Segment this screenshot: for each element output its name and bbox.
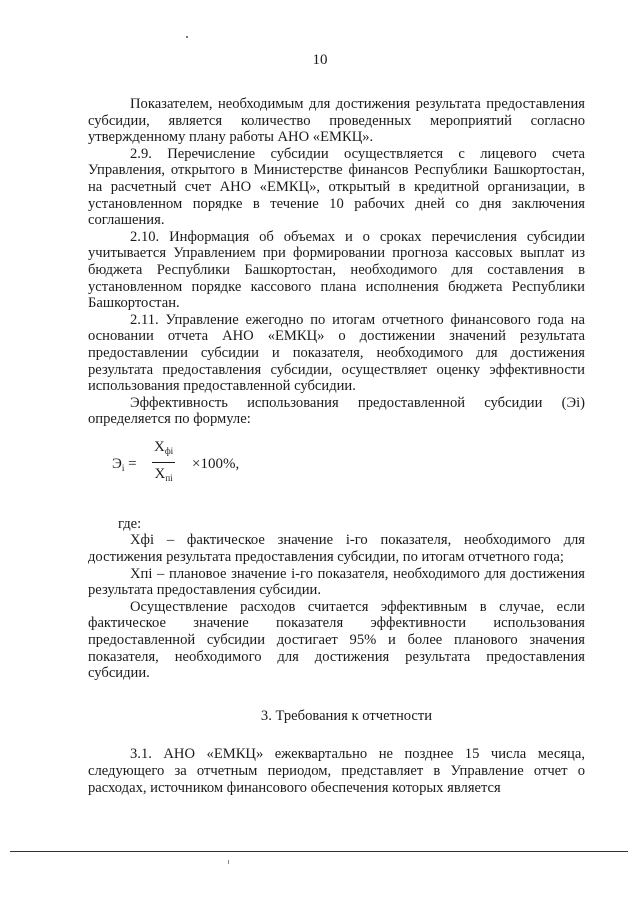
paragraph-indicator: Показателем, необходимым для достижения результата предоставления субсидии, является количество проведенных мероприятий согласно утвержденному плану работы АНО «ЕМКЦ». [88, 96, 585, 146]
paragraph-2-9: 2.9. Перечисление субсидии осуществляется с лицевого счета Управления, открытого в Министерстве финансов Республики Башкортостан, на расчетный счет АНО «ЕМКЦ», открытый в кредитной организации, в установленном порядке в течение 10 рабочих дней со дня заключения соглашения. [88, 145, 585, 229]
document-body [88, 96, 585, 796]
paragraph-actual-value: Хфi – фактическое значение i-го показателя, необходимого для достижения результата предоставления субсидии, по итогам отчетного года; [88, 532, 585, 566]
section-title: 3. Требования к отчетности [260, 707, 433, 724]
fraction-bar [152, 462, 175, 463]
scan-mark-bottom [228, 860, 229, 864]
formula-denominator: $X_{пi}$ [154, 465, 173, 483]
efficiency-formula [112, 438, 585, 498]
page-number: 10 [312, 52, 328, 68]
paragraph-efficiency: Эффективность использования предоставленной субсидии (Эi) определяется по формуле: [88, 394, 585, 428]
paragraph-planned-value: Хпi – плановое значение i-го показателя, необходимого для достижения результата предоставления субсидии. [88, 565, 585, 599]
scan-mark [186, 36, 188, 38]
page-bottom-line [10, 851, 628, 852]
paragraph-2-10: 2.10. Информация об объемах и о сроках перечисления субсидии учитывается Управлением при формировании прогноза кассовых выплат из бюджета Республики Башкортостан, необходимого для составления в установленном порядке кассового плана исполнения бюджета Республики Башкортостан. [88, 228, 585, 312]
formula-numerator: $X_{фi}$ [154, 438, 174, 456]
paragraph-3-1: 3.1. АНО «ЕМКЦ» ежеквартально не позднее 15 числа месяца, следующего за отчетным периодом, представляет в Управление отчет о расходах, источником финансового обеспечения которых является [88, 746, 585, 796]
formula-fraction [152, 438, 175, 487]
paragraph-effective-condition: Осуществление расходов считается эффективным в случае, если фактическое значение показателя эффективности использования предоставленной субсидии достигает 95% и более планового значения показателя, необходимого для достижения результата предоставления субсидии. [88, 598, 585, 682]
formula-rhs: ×100%, [192, 455, 240, 472]
paragraph-2-11: 2.11. Управление ежегодно по итогам отчетного финансового года на основании отчета АНО «ЕМКЦ» о достижении значений результата предоставлении субсидии и показателя, необходимого для достижения результата предоставления субсидии, осуществляет оценку эффективности использования предоставленной субсидии. [88, 311, 585, 395]
where-label: где: [118, 515, 142, 532]
formula-lhs: $Э_i$ = [112, 455, 137, 473]
